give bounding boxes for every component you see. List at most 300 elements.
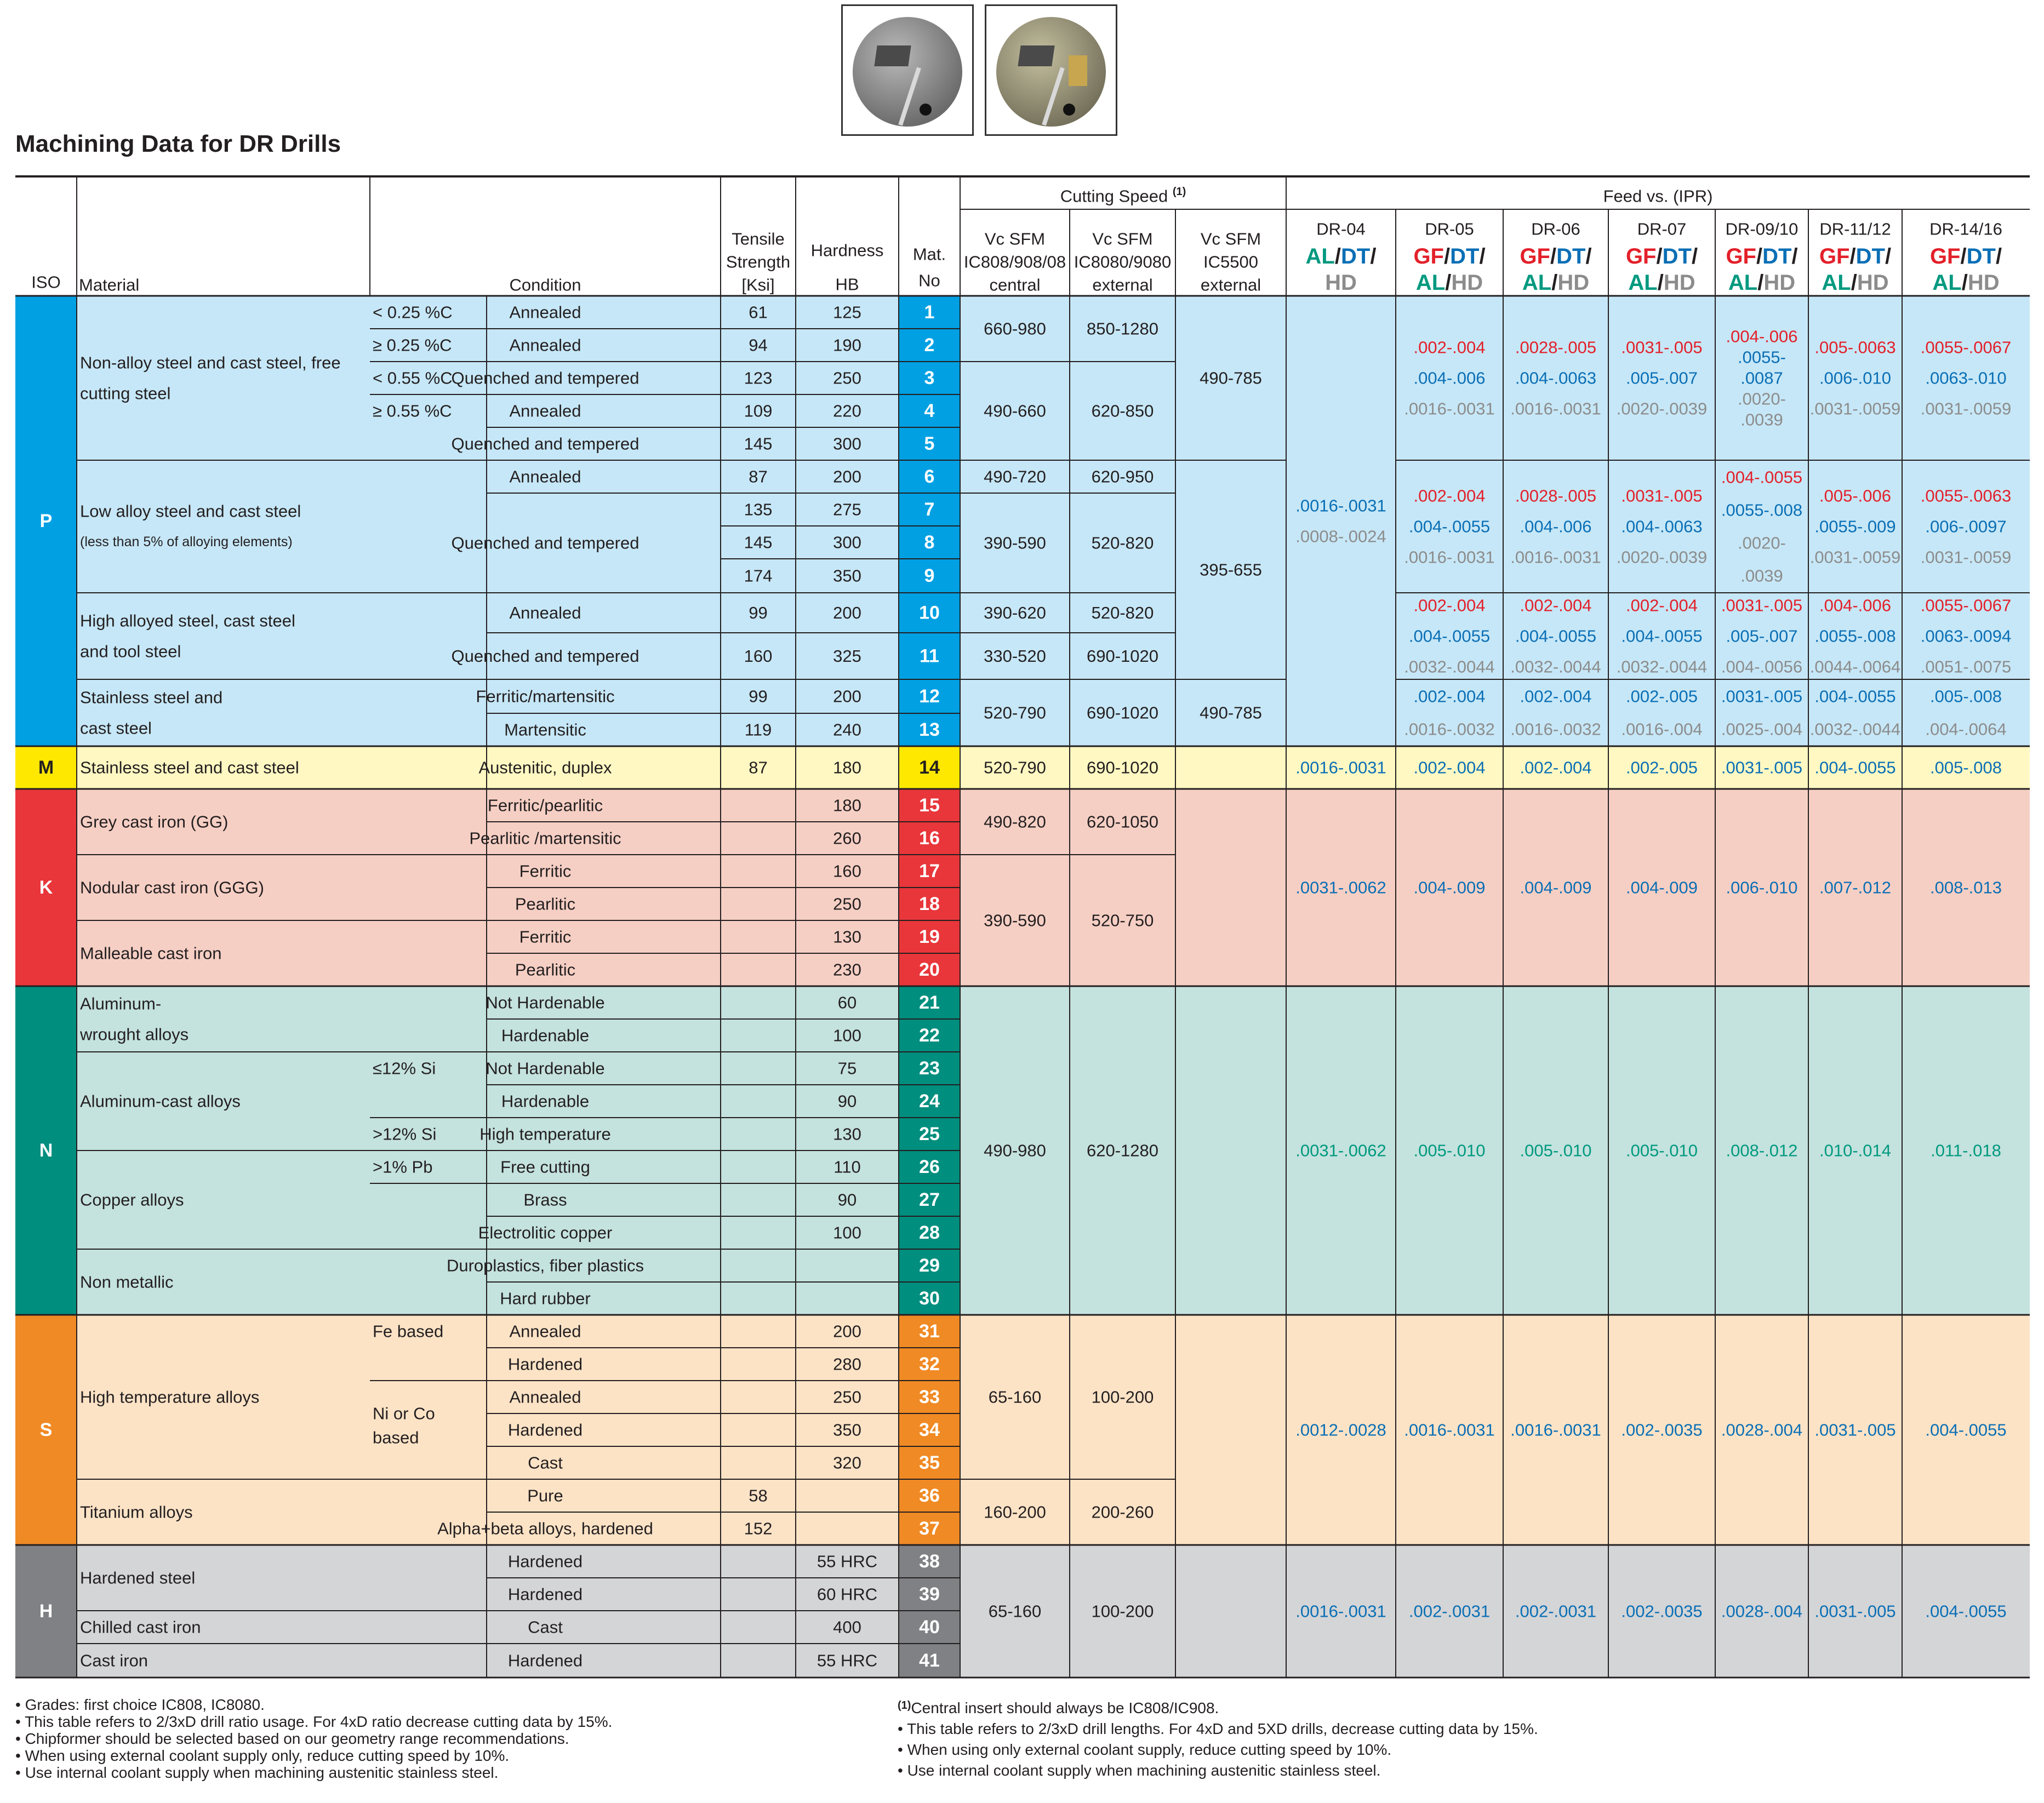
feed-value: .006-.010: [1819, 368, 1891, 388]
mat-no: 35: [919, 1452, 940, 1473]
feed-value: .008-.012: [1726, 1141, 1798, 1160]
grade-codes: AL/HD: [1932, 271, 2000, 295]
hardness: 130: [833, 927, 861, 947]
hardness: 240: [833, 720, 861, 740]
condition: Hardened: [507, 1552, 583, 1571]
tensile-strength: 61: [749, 302, 768, 322]
hardness: 230: [833, 960, 861, 980]
material: Chilled cast iron: [80, 1617, 201, 1637]
vc-central: 490-980: [984, 1141, 1046, 1160]
feed-value: .002-.004: [1413, 758, 1486, 777]
hardness: 180: [833, 758, 861, 777]
feed-value: .0051-.0075: [1920, 657, 2012, 677]
feed-dr04: .0016-.0031: [1295, 1601, 1386, 1621]
vc-central: 390-590: [984, 533, 1046, 553]
feed-value: .011-.018: [1931, 1141, 2001, 1160]
header-hardness: HB: [835, 274, 859, 294]
material: Malleable cast iron: [80, 943, 222, 963]
feed-value: .0031-.005: [1814, 1420, 1896, 1440]
header-vc-external: Vc SFM: [1092, 229, 1153, 249]
condition: Ferritic/pearlitic: [487, 795, 603, 815]
feed-value: .0016-.0031: [1510, 399, 1601, 419]
hardness: 220: [833, 401, 861, 421]
sub-condition: Ni or Co: [373, 1404, 435, 1423]
mat-no: 12: [919, 686, 940, 707]
feed-value: .004-.009: [1626, 878, 1698, 897]
header-drill: DR-14/16: [1929, 219, 2002, 239]
tensile-strength: 87: [749, 758, 768, 777]
feed-value: .0016-.0031: [1510, 547, 1601, 567]
feed-dr04: .0031-.0062: [1295, 1141, 1386, 1160]
feed-value: .0031-.005: [1721, 758, 1803, 777]
condition: Quenched and tempered: [451, 646, 640, 666]
mat-no: 32: [919, 1354, 940, 1375]
feed-value: .005-.008: [1930, 686, 2002, 706]
vc-central: 330-520: [984, 646, 1046, 666]
sub-condition: based: [373, 1428, 419, 1447]
header-vc-ic5500: Vc SFM: [1200, 229, 1261, 249]
condition: Cast: [528, 1617, 563, 1637]
mat-no: 24: [919, 1091, 940, 1112]
feed-dr04: .0016-.0031: [1295, 758, 1386, 777]
feed-value: .0016-.0031: [1404, 1420, 1495, 1440]
condition: Pearlitic: [515, 960, 576, 980]
mat-no: 17: [919, 861, 940, 882]
mat-no: 23: [919, 1058, 940, 1079]
grade-codes: AL/HD: [1822, 271, 1889, 295]
material: Cast iron: [80, 1651, 149, 1670]
feed-value: .002-.004: [1520, 596, 1592, 615]
header-drill: DR-07: [1637, 219, 1687, 239]
hardness: 280: [833, 1354, 861, 1374]
feed-value: .0055-.009: [1814, 517, 1896, 536]
group-band-P: [77, 296, 2030, 746]
iso-label: P: [39, 511, 53, 531]
feed-value: .005-.0063: [1814, 337, 1896, 357]
feed-value: .002-.0035: [1621, 1601, 1703, 1621]
material: cast steel: [80, 718, 152, 738]
header-tensile: Tensile: [732, 229, 785, 249]
hardness: 200: [833, 603, 861, 622]
hardness: 180: [833, 795, 861, 815]
feed-value: .0032-.0044: [1404, 657, 1495, 677]
grade-codes: GF/DT/: [1929, 244, 2002, 268]
feed-value: .0055-.0067: [1920, 337, 2012, 357]
hardness: 190: [833, 335, 861, 355]
feed-value: .0031-.0059: [1920, 547, 2012, 567]
hardness: 200: [833, 467, 861, 486]
feed-value: .005-.006: [1819, 486, 1891, 506]
header-matno: No: [918, 271, 940, 290]
hardness: 250: [833, 1387, 861, 1407]
feed-value: .0055-.0067: [1920, 596, 2012, 615]
feed-value: .0044-.0064: [1809, 657, 1901, 677]
mat-no: 1: [924, 302, 935, 323]
header-iso: ISO: [31, 272, 61, 292]
mat-no: 5: [924, 433, 935, 454]
tensile-strength: 145: [744, 434, 773, 454]
tensile-strength: 174: [744, 566, 773, 586]
mat-no: 11: [920, 645, 939, 667]
feed-value: .002-.005: [1626, 686, 1698, 706]
header-hardness: Hardness: [810, 241, 884, 260]
feed-value: .0055-.008: [1721, 500, 1803, 520]
condition: Annealed: [509, 302, 581, 322]
note: • Grades: first choice IC808, IC8080.: [15, 1696, 265, 1713]
vc-external: 620-1050: [1086, 812, 1159, 832]
sub-condition: ≥ 0.25 %C: [373, 335, 452, 355]
grade-codes: GF/DT/: [1819, 244, 1892, 268]
mat-no: 2: [924, 335, 935, 356]
condition: Hard rubber: [500, 1289, 591, 1308]
hardness: 100: [833, 1223, 861, 1243]
feed-value: .0032-.0044: [1809, 719, 1901, 739]
vc-external: 100-200: [1091, 1387, 1154, 1407]
vc-central: 65-160: [988, 1601, 1042, 1621]
feed-value: .002-.004: [1413, 596, 1486, 615]
sub-condition: ≥ 0.55 %C: [373, 401, 452, 421]
note: • When using external coolant supply only, reduce cutting speed by 10%.: [15, 1747, 510, 1764]
condition: Free cutting: [500, 1157, 590, 1177]
iso-label: S: [39, 1419, 53, 1440]
tensile-strength: 99: [749, 686, 768, 706]
vc-external: 520-820: [1091, 603, 1154, 622]
hardness: 200: [833, 686, 861, 706]
header-condition: Condition: [509, 275, 581, 295]
header-tensile: [Ksi]: [741, 275, 775, 295]
feed-value: .0025-.004: [1721, 719, 1803, 739]
mat-no: 37: [919, 1518, 940, 1539]
feed-value: .0087: [1740, 368, 1783, 388]
mat-no: 39: [919, 1584, 940, 1605]
vc-external: 100-200: [1091, 1601, 1154, 1621]
header-drill: DR-06: [1531, 219, 1580, 239]
mat-no: 6: [924, 466, 935, 487]
feed-value: .0031-.005: [1814, 1601, 1896, 1621]
hardness: 130: [833, 1124, 861, 1144]
hardness: 350: [833, 566, 861, 586]
mat-no: 28: [919, 1222, 940, 1243]
condition: Ferritic: [519, 861, 572, 881]
header-vc-ic5500: external: [1200, 275, 1261, 295]
feed-value: .002-.004: [1626, 596, 1698, 615]
vc-external: 620-950: [1091, 467, 1154, 486]
hardness: 55 HRC: [817, 1552, 878, 1571]
feed-value: .0016-.0032: [1404, 719, 1495, 739]
iso-label: N: [39, 1140, 53, 1161]
feed-value: .006-.010: [1726, 878, 1798, 897]
condition: Hardened: [507, 1420, 583, 1440]
tensile-strength: 145: [744, 533, 773, 552]
condition: Not Hardenable: [486, 1058, 605, 1078]
vc-central: 65-160: [988, 1387, 1042, 1407]
notes-right: [898, 1695, 1538, 1781]
hardness: 325: [833, 646, 861, 666]
grade-codes: GF/DT/: [1625, 244, 1698, 268]
condition: Quenched and tempered: [451, 368, 640, 388]
condition: Pearlitic /martensitic: [469, 828, 621, 848]
tensile-strength: 119: [744, 720, 772, 740]
mat-no: 40: [919, 1617, 940, 1638]
mat-no: 16: [919, 828, 940, 849]
hardness: 260: [833, 828, 861, 848]
feed-value: .004-.0055: [1621, 626, 1703, 646]
feed-value: .0028-.005: [1515, 486, 1597, 506]
feed-value: .010-.014: [1819, 1141, 1891, 1160]
material: Grey cast iron (GG): [80, 812, 229, 832]
hardness: 125: [833, 302, 861, 322]
sub-condition: Fe based: [373, 1321, 444, 1341]
material: wrought alloys: [80, 1024, 189, 1044]
vc-external: 200-260: [1091, 1502, 1154, 1522]
vc-ic5500: 395-655: [1200, 560, 1262, 580]
header-matno: Mat.: [912, 244, 946, 264]
mat-no: 25: [919, 1124, 940, 1144]
grade-codes: AL/HD: [1415, 271, 1483, 295]
header-material: Material: [79, 275, 140, 295]
mat-no: 10: [919, 602, 940, 623]
material: Stainless steel and: [80, 688, 223, 707]
feed-value: .0016-.0031: [1404, 399, 1495, 419]
condition: Annealed: [509, 603, 581, 622]
feed-value: .0032-.0044: [1510, 657, 1601, 677]
feed-value: .004-.006: [1819, 596, 1891, 615]
feed-value: .0063-.0094: [1920, 626, 2012, 646]
feed-value: .004-.0063: [1621, 517, 1703, 536]
feed-value: .004-.0055: [1408, 626, 1491, 646]
feed-value: .0020-: [1738, 533, 1786, 553]
feed-value: .002-.0031: [1408, 1601, 1491, 1621]
feed-value: .0020-: [1738, 389, 1786, 409]
condition: Brass: [523, 1190, 567, 1210]
material: High temperature alloys: [80, 1387, 260, 1407]
vc-external: 850-1280: [1086, 319, 1159, 339]
feed-value: .005-.007: [1626, 368, 1698, 388]
vc-central: 520-790: [984, 758, 1046, 777]
hardness: 400: [833, 1617, 861, 1637]
feed-value: .002-.004: [1520, 686, 1592, 706]
grade-codes: AL/HD: [1522, 271, 1590, 295]
note: • Use internal coolant supply when machining austenitic stainless steel.: [898, 1762, 1381, 1779]
condition: Ferritic: [519, 927, 572, 947]
tensile-strength: 109: [744, 401, 773, 421]
condition: Annealed: [509, 1321, 581, 1341]
header-drill: DR-04: [1316, 219, 1366, 239]
mat-no: 7: [924, 499, 935, 520]
vc-external: 690-1020: [1086, 758, 1159, 777]
feed-value: .0020-.0039: [1616, 399, 1708, 419]
feed-value: .006-.0097: [1925, 517, 2007, 536]
feed-value: .0031-.0059: [1809, 547, 1901, 567]
hardness: 350: [833, 1420, 861, 1440]
header-vc-ic5500: IC5500: [1203, 252, 1258, 272]
feed-value: .004-.0055: [1925, 1420, 2007, 1440]
condition: Annealed: [509, 401, 581, 421]
feed-value: .0031-.005: [1721, 686, 1803, 706]
grade-codes: AL/HD: [1728, 271, 1796, 295]
material: Titanium alloys: [80, 1502, 193, 1522]
feed-value: .005-.007: [1726, 626, 1798, 646]
grade-codes: GF/DT/: [1413, 244, 1486, 268]
vc-external: 690-1020: [1086, 703, 1159, 723]
iso-label: K: [39, 877, 53, 898]
iso-label: M: [38, 757, 54, 778]
feed-dr04: .0016-.0031: [1295, 496, 1386, 516]
mat-no: 30: [919, 1288, 940, 1309]
vc-ic5500: 490-785: [1200, 368, 1262, 388]
feed-value: .005-.010: [1520, 1141, 1592, 1160]
feed-value: .004-.0055: [1408, 517, 1491, 536]
feed-value: .0028-.005: [1515, 337, 1597, 357]
mat-no: 8: [924, 532, 935, 553]
tensile-strength: 123: [744, 368, 773, 388]
grade-codes: HD: [1325, 271, 1357, 295]
condition: Duroplastics, fiber plastics: [446, 1256, 644, 1275]
hardness: 320: [833, 1453, 861, 1473]
feed-value: .002-.0035: [1621, 1420, 1703, 1440]
feed-value: .007-.012: [1819, 878, 1891, 897]
tensile-strength: 152: [744, 1519, 773, 1538]
hardness: 55 HRC: [817, 1651, 878, 1670]
vc-ic5500: 490-785: [1200, 703, 1262, 723]
feed-value: .0055-.0063: [1920, 486, 2012, 506]
mat-no: 3: [924, 368, 935, 388]
condition: Austenitic, duplex: [478, 758, 612, 777]
mat-no: 29: [919, 1255, 940, 1276]
note: • This table refers to 2/3xD drill lengths. For 4xD and 5XD drills, decrease cutting data by 15%.: [898, 1720, 1538, 1737]
mat-no: 19: [919, 926, 940, 947]
tensile-strength: 135: [744, 500, 773, 519]
vc-central: 160-200: [984, 1502, 1046, 1522]
vc-central: 660-980: [984, 319, 1046, 339]
feed-value: .004-.0055: [1721, 467, 1803, 487]
feed-value: .004-.006: [1520, 517, 1592, 536]
sub-condition: < 0.55 %C: [373, 368, 453, 388]
material: Stainless steel and cast steel: [80, 758, 299, 777]
feed-value: .0063-.010: [1925, 368, 2007, 388]
mat-no: 9: [924, 565, 935, 586]
material: cutting steel: [80, 384, 171, 403]
mat-no: 21: [919, 992, 940, 1013]
material: Low alloy steel and cast steel: [80, 501, 301, 521]
feed-value: .004-.0064: [1925, 719, 2007, 739]
hardness: 250: [833, 894, 861, 914]
grade-codes: AL/DT/: [1305, 244, 1377, 268]
note: • Use internal coolant supply when machining austenitic stainless steel.: [15, 1764, 499, 1781]
condition: Martensitic: [504, 720, 586, 740]
feed-value: .004-.006: [1726, 327, 1798, 346]
feed-value: .0016-.0032: [1510, 719, 1601, 739]
mat-no: 22: [919, 1025, 940, 1046]
mat-no: 26: [919, 1157, 940, 1177]
condition: Ferritic/martensitic: [476, 686, 615, 706]
mat-no: 18: [919, 894, 940, 914]
mat-no: 14: [919, 757, 940, 778]
material: Aluminum-: [80, 994, 162, 1014]
feed-value: .0031-.005: [1621, 337, 1703, 357]
feed-value: .004-.009: [1413, 878, 1486, 897]
feed-value: .0039: [1740, 566, 1783, 586]
hardness: 275: [833, 500, 861, 519]
condition: Quenched and tempered: [451, 434, 640, 454]
hardness: 300: [833, 434, 861, 454]
condition: Hardened: [507, 1584, 583, 1604]
vc-external: 620-1280: [1086, 1141, 1159, 1160]
vc-external: 520-750: [1091, 911, 1154, 930]
vc-central: 490-820: [984, 812, 1046, 832]
header-vc-central: Vc SFM: [984, 229, 1046, 249]
note: • When using only external coolant supply, reduce cutting speed by 10%.: [898, 1741, 1392, 1758]
feed-value: .002-.004: [1413, 337, 1486, 357]
material: Aluminum-cast alloys: [80, 1091, 241, 1111]
feed-value: .004-.006: [1413, 368, 1486, 388]
condition: Pearlitic: [515, 894, 576, 914]
vc-central: 490-660: [984, 401, 1046, 421]
mat-no: 27: [919, 1189, 940, 1210]
note: Central insert should always be IC808/IC908.: [911, 1699, 1219, 1716]
hardness: 60 HRC: [817, 1584, 878, 1604]
feed-value: .005-.008: [1930, 758, 2002, 777]
vc-external: 520-820: [1091, 533, 1154, 553]
feed-value: .0031-.0059: [1920, 399, 2012, 419]
material: Hardened steel: [80, 1568, 196, 1588]
grade-codes: GF/DT/: [1520, 244, 1592, 268]
hardness: 250: [833, 368, 861, 388]
condition: Not Hardenable: [486, 993, 605, 1012]
hardness: 110: [833, 1157, 861, 1177]
grade-codes: AL/HD: [1628, 271, 1695, 295]
mat-no: 38: [919, 1551, 940, 1572]
feed-value: .0016-.004: [1621, 719, 1703, 739]
feed-value: .0020-.0039: [1616, 547, 1708, 567]
page-title: Machining Data for DR Drills: [15, 130, 341, 157]
vc-central: 520-790: [984, 703, 1046, 723]
feed-value: .002-.004: [1520, 758, 1592, 777]
hardness: 160: [833, 861, 861, 881]
vc-central: 390-590: [984, 911, 1046, 930]
header-feed: Feed vs. (IPR): [1603, 186, 1713, 206]
condition: Quenched and tempered: [451, 533, 640, 553]
material: (less than 5% of alloying elements): [80, 534, 293, 550]
condition: Cast: [528, 1453, 563, 1473]
note: • This table refers to 2/3xD drill ratio usage. For 4xD ratio decrease cutting data by 15%.: [15, 1713, 613, 1730]
feed-value: .0032-.0044: [1616, 657, 1708, 677]
feed-value: .0028-.004: [1721, 1420, 1803, 1440]
condition: Hardened: [507, 1354, 583, 1374]
condition: Annealed: [509, 1387, 581, 1407]
feed-value: .0039: [1740, 410, 1783, 430]
condition: Hardenable: [501, 1091, 590, 1111]
feed-value: .002-.005: [1626, 758, 1698, 777]
notes-left: [15, 1696, 612, 1781]
mat-no: 4: [924, 400, 935, 421]
feed-value: .0031-.005: [1621, 486, 1703, 506]
vc-external: 620-850: [1091, 401, 1154, 421]
mat-no: 20: [919, 959, 940, 980]
footnote-mark: (1): [898, 1699, 911, 1712]
vc-central: 390-620: [984, 603, 1046, 622]
feed-value: .004-.009: [1520, 878, 1592, 897]
header-cutting-speed: Cutting Speed $^{(1)}$: [1060, 186, 1186, 206]
hardness: 200: [833, 1321, 861, 1341]
note: • Chipformer should be selected based on our geometry range recommendations.: [15, 1730, 569, 1747]
condition: High temperature: [479, 1124, 611, 1144]
hardness: 100: [833, 1026, 861, 1045]
feed-value: .004-.0063: [1515, 368, 1597, 388]
tensile-strength: 99: [749, 603, 768, 622]
feed-value: .004-.0055: [1925, 1601, 2007, 1621]
tensile-strength: 87: [749, 467, 768, 486]
